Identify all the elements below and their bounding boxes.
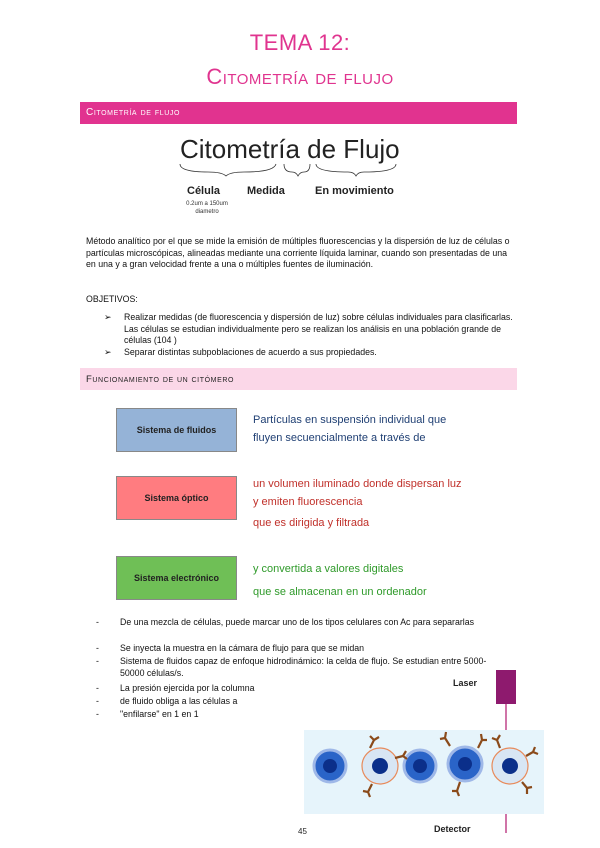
arrow-bullet-icon: ➢ [104, 347, 112, 357]
figure-title: Citometría de Flujo [180, 134, 400, 164]
section-header-label: Funcionamiento de un citómero [86, 374, 235, 385]
document-title-line2: Citometría de flujo [206, 64, 394, 89]
label-en-movimiento: En movimiento [315, 185, 394, 197]
desc-fluidos-2: fluyen secuencialmente a través de [253, 432, 426, 444]
box-sistema-fluidos: Sistema de fluidos [116, 408, 237, 452]
desc-optico-1: un volumen iluminado donde dispersan luz [253, 478, 462, 490]
section-header-funcionamiento [80, 368, 517, 390]
desc-electronico-1: y convertida a valores digitales [253, 563, 404, 575]
desc-optico-2: y emiten fluorescencia [253, 496, 363, 508]
desc-electronico-2: que se almacenan en un ordenador [253, 586, 427, 598]
brace-lines [178, 162, 400, 178]
section-header-label: Citometría de flujo [86, 107, 181, 118]
objectives-heading: OBJETIVOS: [86, 294, 138, 304]
box-sistema-optico: Sistema óptico [116, 476, 237, 520]
document-title-line1: TEMA 12: [249, 30, 351, 55]
desc-optico-3: que es dirigida y filtrada [253, 517, 370, 529]
flow-cell-illustration [300, 668, 550, 833]
section-header-citometria [80, 102, 517, 124]
laser-source-icon [496, 670, 516, 704]
label-celula: Célula [187, 185, 221, 197]
intro-paragraph: Método analítico por el que se mide la emisión de múltiples fluorescencias y la dispersión de luz de células o partículas microscópicas, alineadas mediante una corriente líquida laminar, cuando son presentadas de una en una y a gran velocidad frente a una o múltiples fuentes de iluminación. [86, 236, 510, 269]
label-medida: Medida [247, 185, 285, 197]
arrow-bullet-icon: ➢ [104, 312, 112, 322]
desc-fluidos-1: Partículas en suspensión individual que [253, 414, 447, 426]
page-number: 45 [298, 827, 307, 836]
objective-text: Realizar medidas (de fluorescencia y dispersión de luz) sobre células individuales para clasificarlas. Las células se estudian individualmente pero se realizan los análisis en una población grande de células (104 ) [124, 312, 513, 345]
cell-size-note: 0.2um a 150um diametro [186, 201, 228, 215]
laser-label: Laser [453, 678, 478, 688]
objective-text: Separar distintas subpoblaciones de acuerdo a sus propiedades. [124, 347, 377, 357]
box-sistema-electronico: Sistema electrónico [116, 556, 237, 600]
detector-label: Detector [434, 824, 471, 834]
